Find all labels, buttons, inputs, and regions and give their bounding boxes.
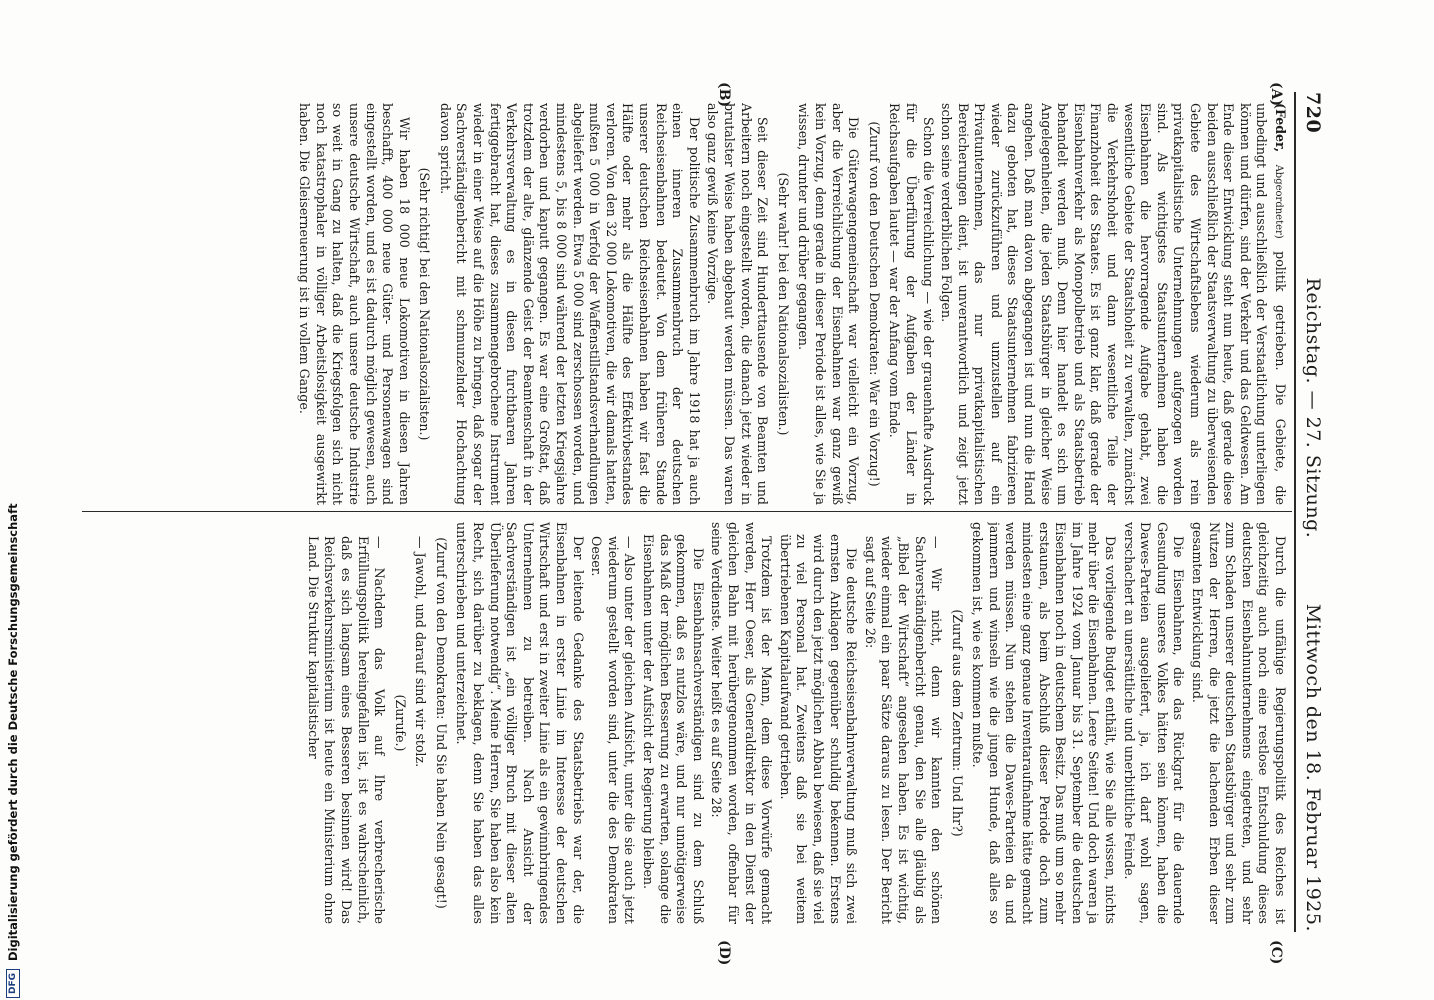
- paragraph: Der leitende Gedanke des Staatsbetriebs war der, die Eisenbahnen in erster Linie im Interesse der deutschen Wirtschaft und erst in zweiter Linie als ein gewinnbringendes Unternehmen zu betreiben. Nach Ansicht der Sachverständigen ist „ein völliger Bruch mit dieser alten Überlieferung notwendig“. Meine Herren, Sie haben also kein Recht, sich darüber zu beklagen, denn Sie haben das alles unterschrieben und unterzeichnet.: [454, 522, 586, 924]
- left-text-column: [88, 103, 1288, 505]
- header-rule: [1294, 92, 1296, 932]
- paragraph: Die Eisenbahnen, die das Rückgrat für die dauernde Gesundung unseres Volkes hätten sein können, haben die Dawes-Parteien ausgeliefert, ja, ich darf wohl sagen, verschachert an unersättliche und unerbittliche Feinde.: [1121, 522, 1187, 924]
- interjection: (Sehr richtig! bei den Nationalsozialisten.): [417, 167, 433, 441]
- paragraph: Das vorliegende Budget enthält, wie Sie alle wissen, nichts mehr über die Eisenbahnen. Leere Seiten! Und doch waren ja im Jahre 1924 vom Januar bis 31. September die deutschen Eisenbahnen noch in deutschem Besitz. Das muß um so mehr erstaunen, als beim Abschluß dieser Periode doch zum mindesten eine ganz genaue Inventaraufnahme hätte gemacht werden müssen. Nun stehen die Dawes-Parteien da und jammern und winseln wie die jungen Hunde, daß alles so gekommen ist, wie es kommen mußte.: [970, 522, 1119, 924]
- interjection: (Sehr wahr! bei den Nationalsozialisten.): [775, 172, 791, 436]
- interjection: (Zuruf von den Demokraten: Und Sie haben Nein gesagt!): [433, 537, 449, 909]
- margin-mark-c: (C): [1268, 940, 1284, 965]
- dfg-logo: DFG: [6, 969, 20, 998]
- paragraph: Seit dieser Zeit sind Hunderttausende von Beamten und Arbeitern noch eingestellt worden, die danach jetzt wieder in brutalster Weise haben abgebaut werden müssen. Das waren also ganz gewiß keine Vorzüge.: [705, 103, 771, 505]
- interjection: (Zurufe.): [392, 694, 408, 752]
- quoted-paragraph: Die deutsche Reichseisenbahnverwaltung muß sich zwei ernsten Anklagen gegenüber schuldig bekennen. Erstens wird durch den jetzt möglichen Abbau bewiesen, daß sie viel zu viel Personal hat. Zweitens daß sie bei weitem übertriebenen Kapitalaufwand getrieben.: [777, 534, 860, 924]
- right-text-column: [88, 522, 1288, 924]
- quoted-paragraph: Die Eisenbahnsachverständigen sind zu dem Schluß gekommen, daß es nutzlos wäre, und nur unnötigerweise das Maß der möglichen Besserung zu erwarten, solange die Eisenbahnen unter der Aufsicht der Regierung bleiben.: [641, 534, 706, 924]
- paragraph: Schon die Verreichlichung — wie der grauenhafte Ausdruck für die Überführung der Aufgaben der Länder in Reichsaufgaben lautet — war der Anfang vom Ende.: [887, 103, 936, 505]
- paragraph: Trotzdem ist der Mann, dem diese Vorwürfe gemacht werden, Herr Oeser, als Generaldirektor in den Dienst der gleichen Bahn mit herübergenommen worden, offenbar für seine Verdienste. Weiter heißt es auf Seite 28:: [709, 522, 775, 924]
- reply-paragraph: — Also unter der gleichen Aufsicht, unter die sie auch jetzt wiederum gestellt worden sind, unter die des Demokraten Oeser.: [589, 536, 638, 924]
- paragraph: Wir haben 18 000 neue Lokomotiven in diesen Jahren beschafft, 400 000 neue Güter- und Personenwagen sind eingestellt worden, und es ist dadurch möglich gewesen, auch unsere deutsche Wirtschaft, auch unsere deutsche Industrie so weit in Gang zu halten, daß die Kriegsfolgen sich nicht noch katastrophaler in völliger Arbeitslosigkeit ausgewirkt haben. Die Gleiserneuerung ist in vollem Gange.: [297, 103, 412, 505]
- margin-mark-b: (B): [716, 82, 732, 108]
- reply-paragraph: — Jawohl, und darauf sind wir stolz.: [413, 536, 429, 768]
- interjection: (Zuruf von den Deutschen Demokraten: War ein Vorzug!): [866, 121, 882, 487]
- margin-mark-d: (D): [716, 940, 732, 966]
- reply-paragraph: — Nachdem das Volk auf Ihre verbrecherische Erfüllungspolitik hereingefallen ist, ist es wahrscheinlich, daß es sich langsam eines Besseren besinnen wird! Das Reichsverkehrsministerium ist heute ein Ministerium ohne Land. Die Struktur kapitalistischer: [305, 536, 388, 924]
- speaker-role: Abgeordneter): [1273, 152, 1284, 252]
- paragraph-text: politik getrieben. Die Gebiete, die unbedingt und ausschließlich der Verstaatlichung unterliegen können und dürfen, sind der Verkehr und das Geldwesen. Am Ende dieser Entwicklung steht nun heute, daß gerade diese beiden ausschließlich der Staatsverwaltung zu überweisenden Gebiete des Wirtschaftslebens wiederum als rein privatkapitalistische Unternehmungen aufgezogen worden sind. Als wichtigstes Staatsunternehmen haben die Eisenbahnen die hervorragende Aufgabe gehabt, zwei wesentliche Gebiete der Staatshoheit zu verwalten, zunächst die Verkehrshoheit und dann wesentliche Teile der Finanzhoheit des Staates. Es ist ganz klar, daß gerade der Eisenbahnverkehr als Monopolbetrieb und als Staatsbetrieb behandelt werden muß. Denn hier handelt es sich um Angelegenheiten, die jeden Staatsbürger in gleicher Weise angehen. Daß man davon abgegangen ist und nun die Hand dazu geboten hat, dieses Staatsunternehmen fabrizieren wieder zurückzuführen und umzustellen auf ein Privatunternehmen, das nur privatkapitalistischen Bereicherungen dient, ist unverantwortlich und zeigt jetzt schon seine verderblichen Folgen.: [939, 103, 1288, 505]
- session-date: Mittwoch den 18. Februar 1925.: [1302, 603, 1324, 932]
- column-divider: [82, 511, 1292, 512]
- interjection: (Zuruf aus dem Zentrum: Und Ihr?): [949, 609, 965, 837]
- page-header: [1296, 92, 1330, 932]
- speaker-name: (Feder,: [1273, 103, 1288, 153]
- paragraph: Der politische Zusammenbruch im Jahre 1918 hat ja auch einen inneren Zusammenbruch der deutschen Reichseisenbahnen bedeutet. Von dem früheren Stande unserer deutschen Reichseisenbahnen haben wir fast die Hälfte oder mehr als die Hälfte des Effektivbestandes verloren. Von den 32 000 Lokomotiven, die wir damals hatten, mußten 5 000 in Verfolg der Waffenstillstandsverhandlungen abgeliefert werden. Etwa 5 000 sind zerschossen worden, und mindestens 5, bis 8 000 sind während der letzten Kriegsjahre verdorben und kaputt gegangen. Es war eine Großtat, daß trotzdem der alte, glänzende Geist der Beamtenschaft in der Verkehrsverwaltung es in diesen furchtbaren Jahren fertiggebracht hat, dieses zusammengebrochene Instrument wieder in einer Weise auf die Höhe zu bringen, daß sogar der Sachverständigenbericht mit schmunzelnder Hochachtung davon spricht.: [437, 103, 702, 505]
- page-number: 720: [1302, 92, 1324, 134]
- funding-note: [2, 8, 24, 998]
- speaker-paragraph: [938, 103, 1288, 505]
- funding-note-text: Digitalisierung gefördert durch die Deutsche Forschungsgemeinschaft: [6, 503, 20, 961]
- margin-mark-a: (A): [1268, 82, 1284, 107]
- reply-paragraph: — Wir nicht, denn wir kannten den schönen Sachverständigenbericht genau, den Sie alle gläubig als „Bibel der Wirtschaft“ angesehen haben. Es ist wichtig, wieder einmal ein paar Sätze daraus zu lesen. Der Bericht sagt auf Seite 26:: [862, 536, 945, 924]
- paragraph: Die Güterwagengemeinschaft war vielleicht ein Vorzug, aber die Verreichlichung der Eisenbahnen war ganz gewiß kein Vorzug, denn gerade in dieser Periode ist alles, wie Sie ja wissen, drunter und drüber gegangen.: [796, 103, 862, 505]
- page-title: Reichstag. — 27. Sitzung.: [1302, 277, 1324, 539]
- paragraph: Durch die unfähige Regierungspolitik des Reiches ist gleichzeitig auch noch eine restlose Entschuldung dieses deutschen Eisenbahnunternehmens eingetreten, und sehr zum Schaden unserer deutschen Staatsbürger und sehr zum Nutzen der Herren, die jetzt die lachenden Erben dieser gesamten Entwicklung sind.: [1190, 522, 1288, 924]
